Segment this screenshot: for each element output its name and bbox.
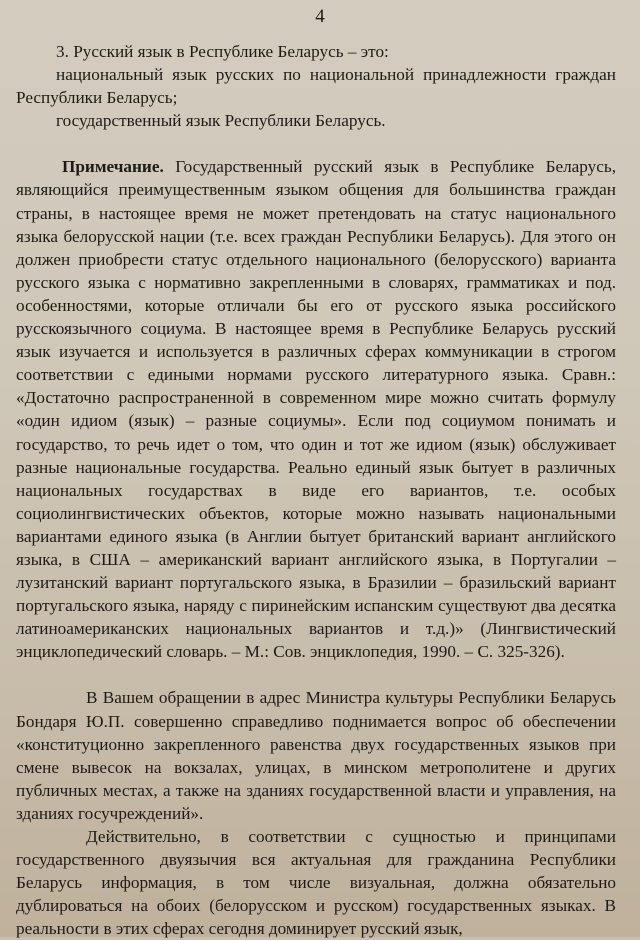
item-3-line-2: государственный язык Республики Беларусь.	[56, 111, 386, 131]
appeal-paragraph: В Вашем обращении в адрес Министра культуры Республики Беларусь Бондаря Ю.П. совершенно справедливо поднимается вопрос об обеспечении «конституционно закрепленного равенства двух государственных языков при смене вывесок на вокзалах, улицах, в минском метрополитене и других публичных местах, а также на зданиях государственной власти и управления, на зданиях госучреждений».	[16, 688, 616, 823]
document-body	[16, 40, 616, 940]
paragraph-gap	[16, 132, 616, 155]
note-text: Государственный русский язык в Республике Беларусь, являющийся преимущественным языком общения для большинства граждан страны, в настоящее время не может претендовать на статус национального языка белорусской нации (т.е. всех граждан Республики Беларусь). Для этого он должен приобрести статус отдельного национального (белорусского) варианта русского языка с нормативно закрепленными в словарях, грамматиках и под. особенностями, которые отличали бы его от русского языка российского русскоязычного социума. В настоящее время в Республике Беларусь русский язык изучается и используется в различных сферах коммуникации в строгом соответствии с едиными нормами русского литературного языка. Сравн.: «Достаточно распространенной в современном мире можно считать формулу «один идиом (язык) – разные социумы». Если под социумом понимать и государство, то речь идет о том, что один и тот же идиом (язык) обслуживает разные национальные государства. Реально единый язык бытует в различных национальных государствах в виде его вариантов, т.е. особых социолингвистических объектов, которые можно называть национальными вариантами единого языка (в Англии бытует британский вариант английского языка, в США – американский вариант английского языка, в Португалии – лузитанский вариант португальского языка, в Бразилии – бразильский вариант португальского языка, наряду с пиринейским испанским существуют два десятка латиноамериканских национальных вариантов и т.д.)» (Лингвистический энциклопедический словарь. – М.: Сов. энциклопедия, 1990. – С. 325-326).	[16, 157, 616, 662]
paragraph-gap	[16, 663, 616, 686]
note-label: Примечание.	[62, 157, 164, 177]
note-paragraph	[16, 155, 616, 663]
item-3-heading: 3. Русский язык в Республике Беларусь – это:	[56, 42, 389, 61]
item-3-line-1: национальный язык русских по национальной принадлежности граждан Республики Беларусь;	[16, 65, 616, 108]
bilingualism-paragraph: Действительно, в соответствии с сущностью и принципами государственного двуязычия вся актуальная для гражданина Республики Беларусь информация, в том числе визуальная, должна обязательно дублироваться на обоих (белорусском и русском) государственных языках. В реальности в этих сферах сегодня доминирует русский язык,	[16, 827, 616, 939]
page-number: 4	[315, 6, 325, 27]
